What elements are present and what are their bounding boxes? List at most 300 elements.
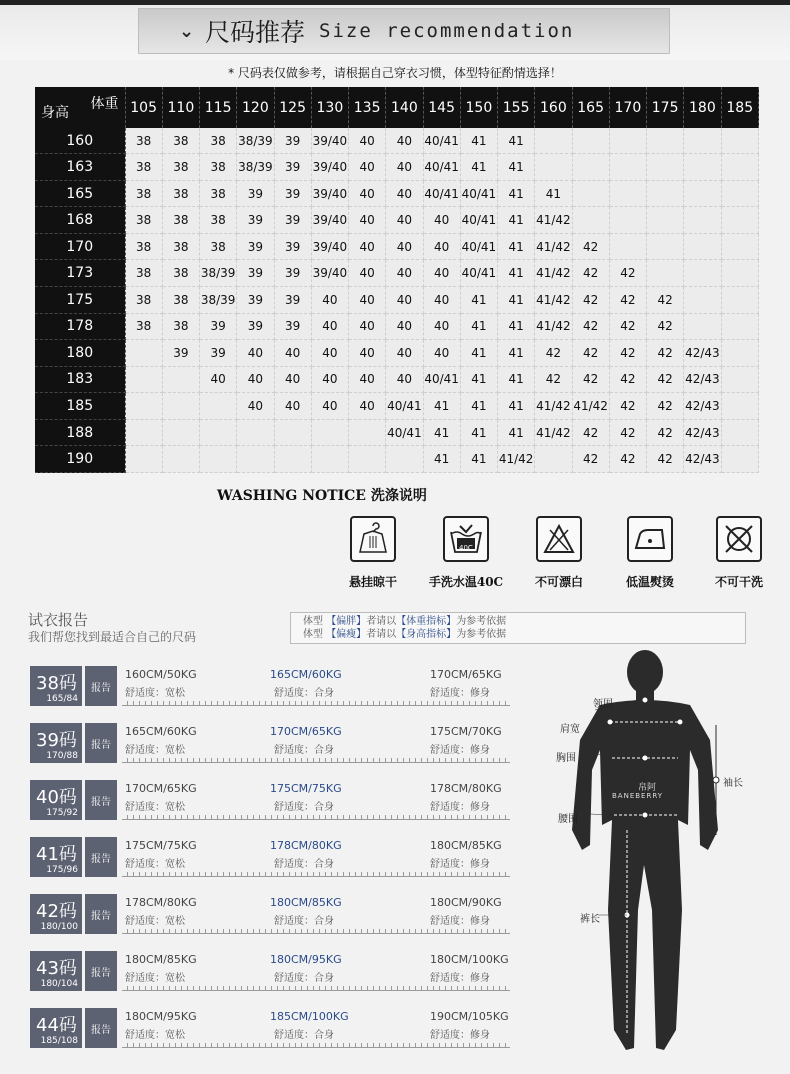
size-cell <box>721 154 759 181</box>
height-header: 173 <box>35 260 125 287</box>
loose-col <box>125 896 197 927</box>
size-sub-label: 165/84 <box>46 694 78 704</box>
label-sleeve: 袖长 <box>723 778 743 789</box>
fit-col <box>270 953 342 984</box>
height-header: 175 <box>35 287 125 314</box>
size-cell: 40/41 <box>423 154 460 181</box>
size-cell: 40 <box>423 207 460 234</box>
size-cell: 42/43 <box>684 446 721 473</box>
fit-col <box>270 782 342 813</box>
size-cell: 41 <box>460 313 497 340</box>
fit-col <box>270 839 342 870</box>
height-header: 183 <box>35 366 125 393</box>
size-cell: 38 <box>162 154 199 181</box>
weight-header: 140 <box>386 87 423 128</box>
size-sub-label: 185/108 <box>40 1036 78 1046</box>
size-cell: 42 <box>609 393 646 420</box>
size-cell: 42 <box>609 446 646 473</box>
size-cell: 39 <box>274 233 311 260</box>
size-label: 43码 <box>36 958 77 979</box>
size-cell <box>609 233 646 260</box>
size-cell: 40/41 <box>423 128 460 154</box>
size-cell <box>200 393 237 420</box>
size-cell: 38 <box>162 128 199 154</box>
loose-comfort: 舒适度：宽松 <box>125 973 185 984</box>
slim-comfort: 舒适度：修身 <box>430 1030 490 1041</box>
height-header: 180 <box>35 340 125 367</box>
body-figure <box>556 650 760 1070</box>
table-row <box>35 180 759 207</box>
size-cell: 41 <box>460 287 497 314</box>
loose-col <box>125 953 197 984</box>
size-cell: 40 <box>386 207 423 234</box>
hang-dry-icon <box>350 516 396 562</box>
size-cell: 42 <box>647 340 684 367</box>
size-cell <box>200 446 237 473</box>
fit-hw: 180CM/85KG <box>270 896 342 909</box>
weight-header: 115 <box>200 87 237 128</box>
loose-col <box>125 725 197 756</box>
size-cell <box>721 366 759 393</box>
size-cell: 41 <box>460 419 497 446</box>
table-row <box>35 287 759 314</box>
size-cell: 38 <box>125 207 162 234</box>
slim-comfort: 舒适度：修身 <box>430 916 490 927</box>
fit-ruler <box>122 986 510 991</box>
slim-hw: 180CM/100KG <box>430 953 509 966</box>
height-header: 170 <box>35 233 125 260</box>
size-cell <box>684 313 721 340</box>
size-cell: 40 <box>349 287 386 314</box>
size-cell: 41 <box>460 340 497 367</box>
size-cell <box>721 207 759 234</box>
slim-col <box>430 896 502 927</box>
size-cell: 40 <box>349 207 386 234</box>
size-cell: 40 <box>349 313 386 340</box>
size-cell <box>647 260 684 287</box>
size-cell <box>609 180 646 207</box>
size-cell <box>535 446 572 473</box>
size-cell: 41/42 <box>535 233 572 260</box>
washing-label: 手洗水温40C <box>428 575 504 589</box>
weight-header: 120 <box>237 87 274 128</box>
table-row <box>35 128 759 154</box>
fit-col <box>270 668 342 699</box>
loose-comfort: 舒适度：宽松 <box>125 916 185 927</box>
loose-col <box>125 668 197 699</box>
size-cell: 41 <box>535 180 572 207</box>
size-cell: 40 <box>349 260 386 287</box>
size-cell <box>200 419 237 446</box>
loose-col <box>125 839 197 870</box>
fit-hw: 185CM/100KG <box>270 1010 349 1023</box>
size-cell: 41/42 <box>535 393 572 420</box>
size-cell: 42 <box>572 366 609 393</box>
size-cell <box>721 128 759 154</box>
corner-height: 身高 <box>41 105 69 121</box>
size-cell: 39 <box>237 233 274 260</box>
table-row <box>35 154 759 181</box>
size-cell: 41 <box>460 366 497 393</box>
washing-label: 低温熨烫 <box>625 575 674 589</box>
size-cell: 42 <box>572 287 609 314</box>
fitting-title: 试衣报告 <box>28 611 89 629</box>
fit-row <box>30 951 510 991</box>
size-cell: 42 <box>647 313 684 340</box>
size-cell: 40 <box>311 287 348 314</box>
size-cell: 42 <box>609 260 646 287</box>
size-cell: 40 <box>311 313 348 340</box>
size-cell: 38 <box>200 154 237 181</box>
size-cell: 38 <box>162 180 199 207</box>
height-header: 188 <box>35 419 125 446</box>
fit-ruler <box>122 758 510 763</box>
size-cell: 38 <box>125 260 162 287</box>
loose-comfort: 舒适度：宽松 <box>125 688 185 699</box>
size-cell <box>162 393 199 420</box>
size-cell <box>572 128 609 154</box>
size-cell <box>609 128 646 154</box>
washing-label: 不可干洗 <box>714 575 763 589</box>
no-bleach-icon <box>536 516 582 562</box>
size-cell <box>237 446 274 473</box>
size-cell: 40 <box>386 180 423 207</box>
label-chest: 胸围 <box>556 753 576 764</box>
size-cell <box>721 340 759 367</box>
height-header: 160 <box>35 128 125 154</box>
size-cell <box>162 419 199 446</box>
size-cell: 41 <box>498 340 535 367</box>
label-pants: 裤长 <box>580 914 600 925</box>
size-cell: 38 <box>162 233 199 260</box>
size-cell: 41 <box>498 128 535 154</box>
size-cell <box>609 207 646 234</box>
size-cell: 41 <box>498 233 535 260</box>
report-tag: 报告 <box>85 837 117 877</box>
size-cell: 40 <box>200 366 237 393</box>
size-cell: 39 <box>162 340 199 367</box>
size-cell: 39 <box>237 180 274 207</box>
slim-hw: 180CM/85KG <box>430 839 502 852</box>
chevron-down-icon: ⌄ <box>179 20 195 42</box>
slim-comfort: 舒适度：修身 <box>430 688 490 699</box>
size-cell <box>572 207 609 234</box>
size-cell: 40 <box>386 340 423 367</box>
size-cell <box>721 233 759 260</box>
weight-header: 135 <box>349 87 386 128</box>
label-waist: 腰围 <box>558 814 578 825</box>
man-silhouette-icon <box>560 650 760 1070</box>
low-iron-icon <box>627 516 673 562</box>
size-cell: 42 <box>609 366 646 393</box>
weight-header: 170 <box>609 87 646 128</box>
size-cell: 42 <box>535 366 572 393</box>
size-cell <box>349 446 386 473</box>
size-cell: 38/39 <box>200 287 237 314</box>
report-tag: 报告 <box>85 780 117 820</box>
loose-col <box>125 782 197 813</box>
size-cell: 42 <box>647 419 684 446</box>
size-cell: 40 <box>311 340 348 367</box>
size-label: 41码 <box>36 844 77 865</box>
size-cell: 41 <box>460 393 497 420</box>
size-cell <box>647 207 684 234</box>
size-cell: 40 <box>423 233 460 260</box>
size-cell <box>311 446 348 473</box>
size-cell: 40 <box>237 366 274 393</box>
report-tag: 报告 <box>85 951 117 991</box>
loose-hw: 170CM/65KG <box>125 782 197 795</box>
size-cell: 41 <box>498 180 535 207</box>
loose-comfort: 舒适度：宽松 <box>125 745 185 756</box>
label-shoulder: 肩宽 <box>560 724 580 735</box>
fit-row <box>30 723 510 763</box>
size-cell: 41/42 <box>572 393 609 420</box>
slim-comfort: 舒适度：修身 <box>430 745 490 756</box>
height-header: 165 <box>35 180 125 207</box>
size-badge <box>30 1008 82 1048</box>
height-header: 185 <box>35 393 125 420</box>
washing-label: 悬挂晾干 <box>348 575 397 589</box>
fit-comfort: 舒适度：合身 <box>274 973 334 984</box>
size-cell: 41/42 <box>535 207 572 234</box>
size-cell: 39 <box>237 207 274 234</box>
table-row <box>35 419 759 446</box>
size-sub-label: 180/100 <box>40 922 78 932</box>
size-sub-label: 175/92 <box>46 808 78 818</box>
size-cell: 40 <box>386 287 423 314</box>
size-cell <box>647 180 684 207</box>
size-cell: 40/41 <box>460 260 497 287</box>
size-cell: 39 <box>274 287 311 314</box>
size-cell <box>684 128 721 154</box>
table-row <box>35 393 759 420</box>
size-cell: 40/41 <box>460 180 497 207</box>
size-cell: 40 <box>274 340 311 367</box>
size-cell: 42 <box>609 419 646 446</box>
size-cell <box>125 446 162 473</box>
loose-comfort: 舒适度：宽松 <box>125 1030 185 1041</box>
weight-header: 125 <box>274 87 311 128</box>
banner-title-zh: 尺码推荐 <box>205 18 306 47</box>
size-cell <box>572 154 609 181</box>
fit-row <box>30 1008 510 1048</box>
size-cell <box>647 128 684 154</box>
size-cell: 39/40 <box>311 260 348 287</box>
table-row <box>35 260 759 287</box>
fit-col <box>270 1010 349 1041</box>
size-label: 39码 <box>36 730 77 751</box>
size-cell: 41 <box>460 128 497 154</box>
weight-header: 150 <box>460 87 497 128</box>
size-cell: 38 <box>125 180 162 207</box>
fit-comfort: 舒适度：合身 <box>274 802 334 813</box>
size-cell: 42 <box>535 340 572 367</box>
size-cell: 40 <box>423 313 460 340</box>
size-cell <box>125 393 162 420</box>
height-header: 163 <box>35 154 125 181</box>
slim-hw: 178CM/80KG <box>430 782 502 795</box>
size-cell: 39 <box>274 260 311 287</box>
size-cell: 40/41 <box>386 393 423 420</box>
size-cell: 41 <box>498 260 535 287</box>
size-cell: 40 <box>423 260 460 287</box>
size-cell <box>684 154 721 181</box>
size-cell: 40 <box>311 366 348 393</box>
hand-wash-icon <box>443 516 489 562</box>
weight-header: 160 <box>535 87 572 128</box>
washing-title: WASHING NOTICE 洗涤说明 <box>217 488 427 504</box>
table-row <box>35 366 759 393</box>
size-cell: 41 <box>498 154 535 181</box>
size-cell: 39/40 <box>311 180 348 207</box>
fit-comfort: 舒适度：合身 <box>274 745 334 756</box>
size-cell: 39 <box>237 313 274 340</box>
size-cell: 40 <box>386 233 423 260</box>
size-cell <box>349 419 386 446</box>
slim-col <box>430 725 502 756</box>
logo-en: BANEBERRY <box>612 792 664 800</box>
height-header: 178 <box>35 313 125 340</box>
table-corner <box>35 87 125 128</box>
size-cell <box>386 446 423 473</box>
loose-hw: 175CM/75KG <box>125 839 197 852</box>
size-cell <box>125 340 162 367</box>
loose-comfort: 舒适度：宽松 <box>125 802 185 813</box>
fit-row <box>30 780 510 820</box>
table-row <box>35 340 759 367</box>
size-cell <box>684 207 721 234</box>
slim-col <box>430 1010 509 1041</box>
weight-header: 130 <box>311 87 348 128</box>
size-note: * 尺码表仅做参考，请根据自己穿衣习惯，体型特征酌情选择！ <box>228 66 562 80</box>
size-cell: 40 <box>349 154 386 181</box>
size-cell <box>572 180 609 207</box>
size-cell: 40 <box>274 393 311 420</box>
size-cell: 40 <box>386 260 423 287</box>
size-cell: 40 <box>386 366 423 393</box>
size-cell: 40 <box>349 180 386 207</box>
weight-header: 110 <box>162 87 199 128</box>
weight-header: 185 <box>721 87 759 128</box>
height-header: 190 <box>35 446 125 473</box>
size-cell: 39 <box>200 340 237 367</box>
size-cell: 38 <box>200 128 237 154</box>
size-cell <box>162 446 199 473</box>
banner-title-en: Size recommendation <box>319 20 575 42</box>
size-cell: 41 <box>498 419 535 446</box>
size-cell <box>647 233 684 260</box>
fit-row <box>30 837 510 877</box>
label-collar: 领围 <box>593 699 613 710</box>
size-cell: 40 <box>237 393 274 420</box>
size-cell: 40 <box>349 340 386 367</box>
size-cell: 38/39 <box>200 260 237 287</box>
size-cell: 42 <box>572 260 609 287</box>
size-cell: 39 <box>237 287 274 314</box>
table-header-row <box>35 87 759 128</box>
size-cell: 39 <box>237 260 274 287</box>
size-cell <box>162 366 199 393</box>
size-cell: 41 <box>498 287 535 314</box>
size-cell: 38 <box>162 313 199 340</box>
size-cell: 39 <box>274 154 311 181</box>
fit-ruler <box>122 1043 510 1048</box>
size-cell <box>647 154 684 181</box>
size-cell: 40/41 <box>460 233 497 260</box>
slim-col <box>430 953 509 984</box>
size-label: 42码 <box>36 901 77 922</box>
size-cell: 40/41 <box>423 180 460 207</box>
slim-hw: 190CM/105KG <box>430 1010 509 1023</box>
size-cell: 39 <box>274 128 311 154</box>
fit-col <box>270 725 342 756</box>
size-cell <box>721 393 759 420</box>
fit-hw: 180CM/95KG <box>270 953 342 966</box>
size-cell: 41 <box>423 419 460 446</box>
weight-header: 155 <box>498 87 535 128</box>
size-cell: 38/39 <box>237 154 274 181</box>
size-cell: 38 <box>125 287 162 314</box>
size-cell: 41/42 <box>535 419 572 446</box>
fit-col <box>270 896 342 927</box>
loose-hw: 160CM/50KG <box>125 668 197 681</box>
weight-header: 175 <box>647 87 684 128</box>
fit-comfort: 舒适度：合身 <box>274 916 334 927</box>
size-badge <box>30 894 82 934</box>
size-cell: 42 <box>647 393 684 420</box>
size-cell: 42/43 <box>684 393 721 420</box>
report-tag: 报告 <box>85 894 117 934</box>
size-cell: 39 <box>200 313 237 340</box>
size-cell: 40/41 <box>460 207 497 234</box>
size-cell: 39 <box>274 180 311 207</box>
fit-row <box>30 666 510 706</box>
slim-hw: 175CM/70KG <box>430 725 502 738</box>
tip-line-1: 体型 【偏胖】者请以【体重指标】为参考依据 <box>303 616 507 627</box>
size-badge <box>30 837 82 877</box>
size-cell: 42 <box>647 287 684 314</box>
size-cell: 42 <box>572 419 609 446</box>
table-row <box>35 207 759 234</box>
slim-col <box>430 839 502 870</box>
loose-hw: 178CM/80KG <box>125 896 197 909</box>
size-cell: 38 <box>162 287 199 314</box>
size-cell: 38 <box>125 154 162 181</box>
size-cell: 39/40 <box>311 233 348 260</box>
size-badge <box>30 723 82 763</box>
size-cell: 38 <box>200 207 237 234</box>
size-cell: 41 <box>498 207 535 234</box>
tip-box <box>290 612 746 644</box>
size-cell: 41 <box>498 393 535 420</box>
size-cell: 41 <box>423 393 460 420</box>
fit-hw: 165CM/60KG <box>270 668 342 681</box>
loose-hw: 165CM/60KG <box>125 725 197 738</box>
slim-col <box>430 782 502 813</box>
height-header: 168 <box>35 207 125 234</box>
size-cell <box>237 419 274 446</box>
size-cell: 38 <box>200 233 237 260</box>
size-cell: 42 <box>572 313 609 340</box>
size-cell <box>125 366 162 393</box>
size-cell: 39 <box>274 207 311 234</box>
logo-zh: 帛阿 <box>638 783 657 793</box>
size-cell: 40 <box>386 128 423 154</box>
size-cell: 41 <box>460 154 497 181</box>
slim-hw: 170CM/65KG <box>430 668 502 681</box>
size-cell: 40/41 <box>423 366 460 393</box>
